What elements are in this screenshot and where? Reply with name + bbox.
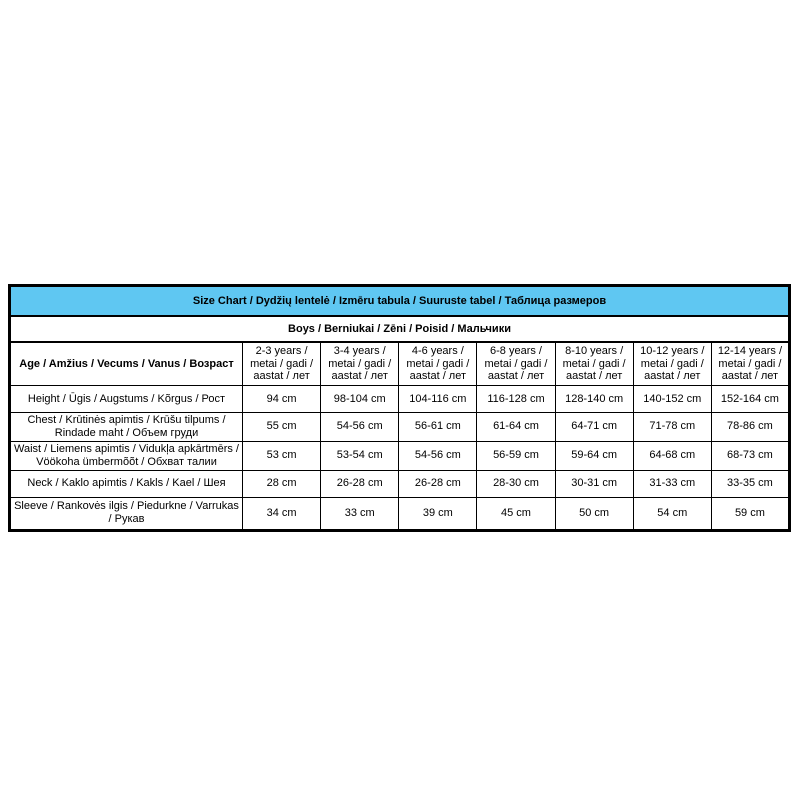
neck-value-6: 33-35 cm (711, 470, 789, 497)
sleeve-value-5: 54 cm (633, 497, 711, 530)
row-label-neck: Neck / Kaklo apimtis / Kakls / Kael / Шея (10, 470, 243, 497)
height-value-2: 104-116 cm (399, 386, 477, 413)
row-label-sleeve: Sleeve / Rankovės ilgis / Piedurkne / Varrukas / Рукав (10, 497, 243, 530)
neck-value-5: 31-33 cm (633, 470, 711, 497)
table-row-neck (10, 470, 790, 497)
chest-value-0: 55 cm (243, 413, 321, 442)
waist-value-1: 53-54 cm (321, 441, 399, 470)
chest-value-2: 56-61 cm (399, 413, 477, 442)
neck-value-3: 28-30 cm (477, 470, 555, 497)
chest-value-3: 61-64 cm (477, 413, 555, 442)
size-chart-container (8, 284, 791, 532)
waist-value-0: 53 cm (243, 441, 321, 470)
sleeve-value-2: 39 cm (399, 497, 477, 530)
neck-value-2: 26-28 cm (399, 470, 477, 497)
age-column-header-8-10: 8-10 years / metai / gadi / aastat / лет (555, 342, 633, 386)
table-row-chest (10, 413, 790, 442)
sleeve-value-3: 45 cm (477, 497, 555, 530)
neck-value-0: 28 cm (243, 470, 321, 497)
age-column-header-10-12: 10-12 years / metai / gadi / aastat / лет (633, 342, 711, 386)
row-label-waist: Waist / Liemens apimtis / Vidukļa apkārtmērs / Vöökoha ümbermõõt / Обхват талии (10, 441, 243, 470)
height-value-4: 128-140 cm (555, 386, 633, 413)
chest-value-6: 78-86 cm (711, 413, 789, 442)
sleeve-value-6: 59 cm (711, 497, 789, 530)
sleeve-value-0: 34 cm (243, 497, 321, 530)
sleeve-value-1: 33 cm (321, 497, 399, 530)
age-column-header-4-6: 4-6 years / metai / gadi / aastat / лет (399, 342, 477, 386)
chest-value-5: 71-78 cm (633, 413, 711, 442)
row-label-chest: Chest / Krūtinės apimtis / Krūšu tilpums / Rindade maht / Объем груди (10, 413, 243, 442)
waist-value-4: 59-64 cm (555, 441, 633, 470)
age-header-row (10, 342, 790, 386)
table-row-height (10, 386, 790, 413)
table-row-waist (10, 441, 790, 470)
group-header-row (10, 316, 790, 342)
table-row-sleeve (10, 497, 790, 530)
waist-value-5: 64-68 cm (633, 441, 711, 470)
waist-value-6: 68-73 cm (711, 441, 789, 470)
group-header-boys: Boys / Berniukai / Zēni / Poisid / Мальчики (10, 316, 790, 342)
age-column-header-6-8: 6-8 years / metai / gadi / aastat / лет (477, 342, 555, 386)
neck-value-1: 26-28 cm (321, 470, 399, 497)
height-value-5: 140-152 cm (633, 386, 711, 413)
row-label-height: Height / Ūgis / Augstums / Kõrgus / Рост (10, 386, 243, 413)
age-column-header-2-3: 2-3 years / metai / gadi / aastat / лет (243, 342, 321, 386)
waist-value-2: 54-56 cm (399, 441, 477, 470)
size-chart-title: Size Chart / Dydžių lentelė / Izmēru tabula / Suuruste tabel / Таблица размеров (10, 286, 790, 317)
age-column-header-3-4: 3-4 years / metai / gadi / aastat / лет (321, 342, 399, 386)
neck-value-4: 30-31 cm (555, 470, 633, 497)
title-row (10, 286, 790, 317)
age-row-label: Age / Amžius / Vecums / Vanus / Возраст (10, 342, 243, 386)
waist-value-3: 56-59 cm (477, 441, 555, 470)
chest-value-1: 54-56 cm (321, 413, 399, 442)
height-value-6: 152-164 cm (711, 386, 789, 413)
height-value-0: 94 cm (243, 386, 321, 413)
size-chart-table (8, 284, 791, 532)
height-value-3: 116-128 cm (477, 386, 555, 413)
chest-value-4: 64-71 cm (555, 413, 633, 442)
age-column-header-12-14: 12-14 years / metai / gadi / aastat / лет (711, 342, 789, 386)
sleeve-value-4: 50 cm (555, 497, 633, 530)
height-value-1: 98-104 cm (321, 386, 399, 413)
